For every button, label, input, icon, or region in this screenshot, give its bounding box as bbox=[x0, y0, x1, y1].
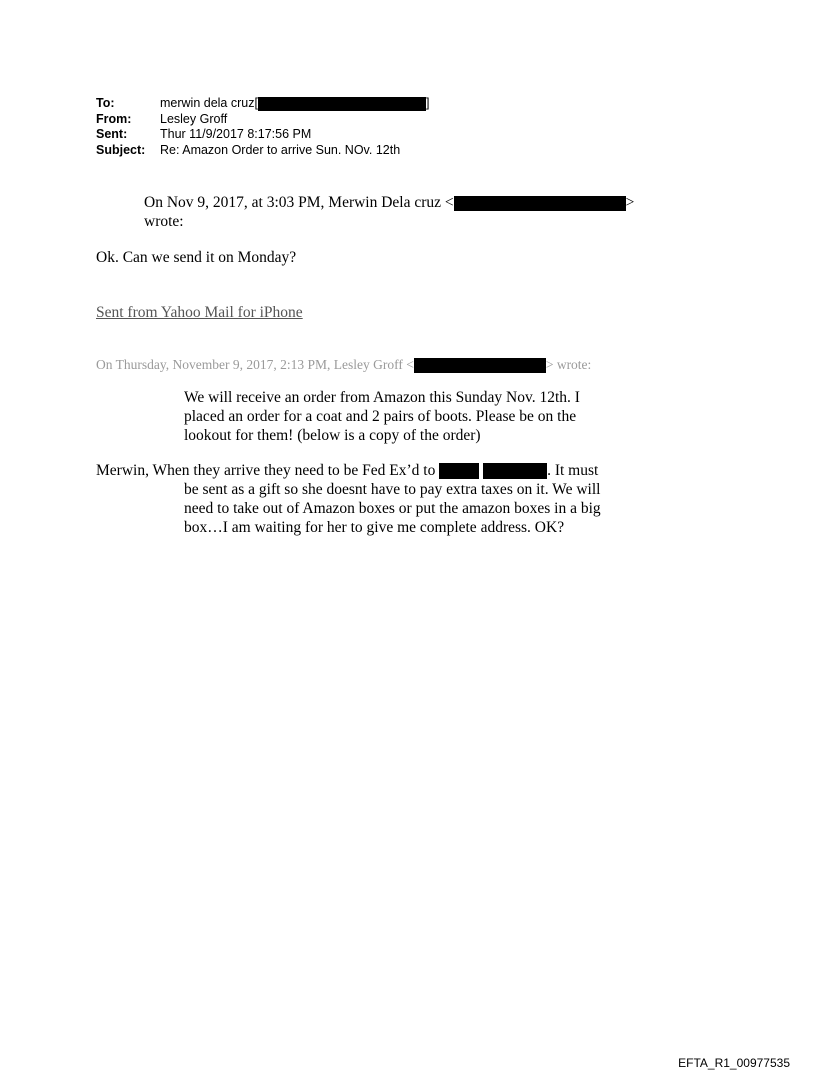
quoted-header bbox=[96, 355, 591, 374]
quoted-line: need to take out of Amazon boxes or put the amazon boxes in a big bbox=[184, 500, 601, 517]
quoted-para2-suffix: . It must bbox=[547, 462, 599, 479]
from-value: Lesley Groff bbox=[160, 111, 228, 126]
to-name: merwin dela cruz[ bbox=[160, 96, 258, 110]
sent-value: Thur 11/9/2017 8:17:56 PM bbox=[160, 127, 312, 141]
redaction-box bbox=[258, 97, 426, 111]
reply-intro bbox=[144, 193, 634, 231]
from-row bbox=[96, 112, 429, 128]
quoted-para2-prefix: Merwin, When they arrive they need to be Fed Ex’d to bbox=[96, 462, 436, 479]
reply-intro-line1 bbox=[144, 193, 634, 212]
subject-label: Subject: bbox=[96, 142, 146, 157]
redaction-box bbox=[483, 463, 547, 479]
to-row bbox=[96, 96, 429, 112]
quoted-line: placed an order for a coat and 2 pairs of boots. Please be on the bbox=[184, 408, 577, 425]
subject-row bbox=[96, 143, 429, 159]
sent-row bbox=[96, 127, 429, 143]
quoted-line: box…I am waiting for her to give me complete address. OK? bbox=[184, 519, 565, 536]
quoted-line: lookout for them! (below is a copy of the order) bbox=[184, 427, 481, 444]
redaction-box bbox=[414, 358, 546, 373]
subject-value: Re: Amazon Order to arrive Sun. NOv. 12th bbox=[160, 142, 401, 157]
from-label: From: bbox=[96, 111, 132, 126]
yahoo-mail-link[interactable]: Sent from Yahoo Mail for iPhone bbox=[96, 304, 303, 321]
reply-intro-prefix: On Nov 9, 2017, at 3:03 PM, Merwin Dela cruz < bbox=[144, 194, 454, 211]
redaction-box bbox=[454, 196, 626, 211]
sent-label: Sent: bbox=[96, 127, 128, 141]
to-close: ] bbox=[425, 96, 430, 110]
to-label: To: bbox=[96, 96, 115, 110]
email-header bbox=[96, 96, 429, 158]
quoted-line: be sent as a gift so she doesnt have to pay extra taxes on it. We will bbox=[184, 481, 601, 498]
quoted-line: We will receive an order from Amazon this Sunday Nov. 12th. I bbox=[184, 389, 580, 406]
quoted-paragraph-2 bbox=[96, 461, 601, 537]
reply-intro-suffix: > bbox=[625, 194, 635, 211]
redaction-box bbox=[439, 463, 479, 479]
to-value bbox=[160, 96, 429, 112]
document-id: EFTA_R1_00977535 bbox=[678, 1056, 790, 1070]
quoted-header-suffix: > wrote: bbox=[545, 357, 592, 372]
quoted-para2-line1 bbox=[96, 461, 601, 480]
reply-intro-line2: wrote: bbox=[144, 213, 184, 230]
quoted-header-prefix: On Thursday, November 9, 2017, 2:13 PM, Lesley Groff < bbox=[96, 357, 414, 372]
reply-body: Ok. Can we send it on Monday? bbox=[96, 249, 297, 266]
quoted-paragraph-1 bbox=[184, 388, 580, 445]
